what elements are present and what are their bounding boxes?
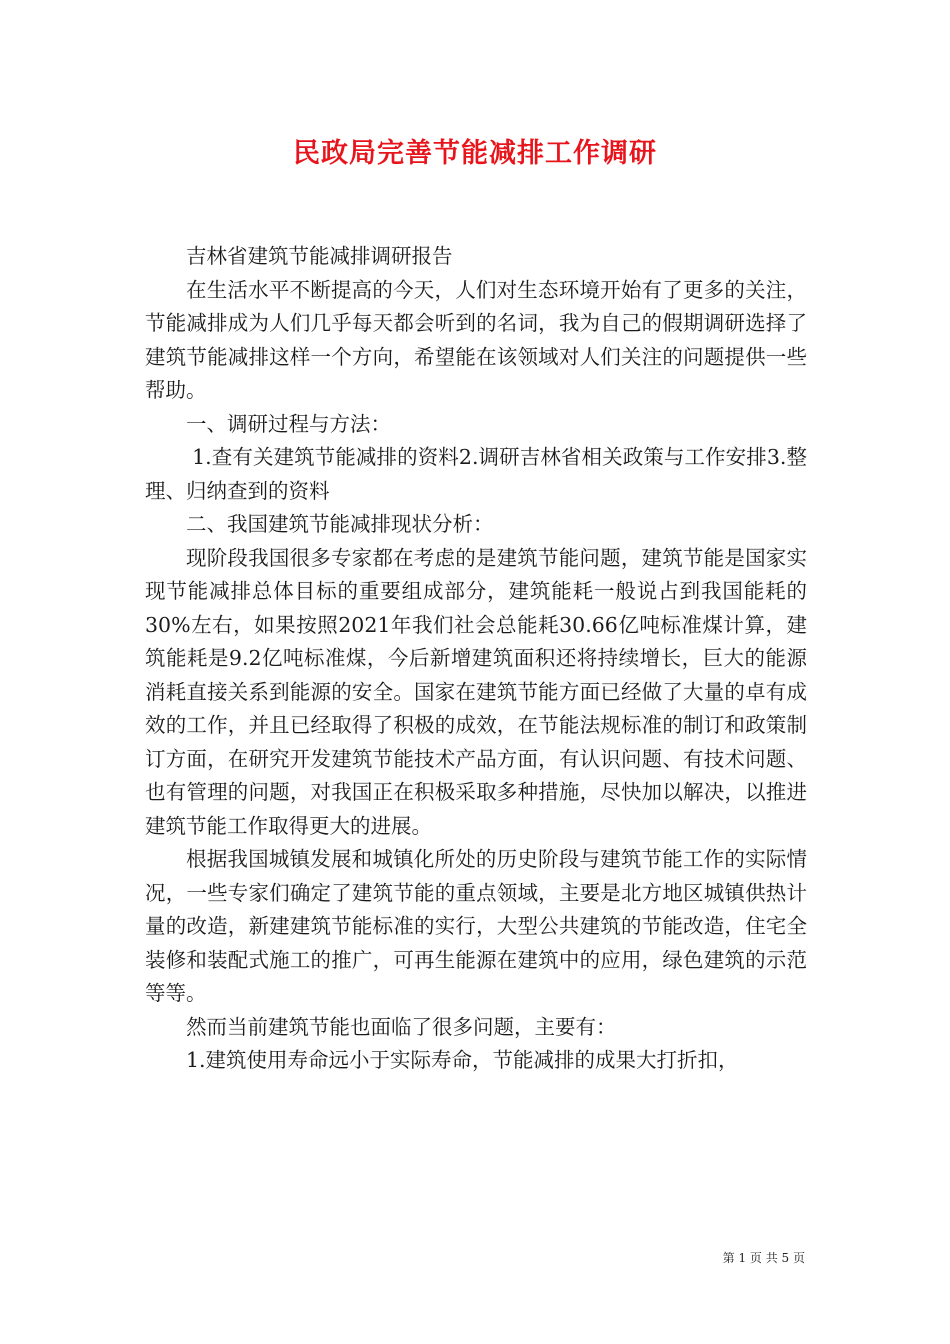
heading-section-1: 一、调研过程与方法：: [186, 411, 391, 436]
page-number: 第 1 页 共 5 页: [722, 1251, 805, 1265]
paragraph-key-areas: 根据我国城镇发展和城镇化所处的历史阶段与建筑节能工作的实际情况，一些专家们确定了建筑节能的重点领域，主要是北方地区城镇供热计量的改造，新建建筑节能标准的实行，大型公共建筑的节能改造，住宅全装修和装配式施工的推广，可再生能源在建筑中的应用，绿色建筑的示范等等。: [145, 847, 807, 1005]
paragraph-status: 现阶段我国很多专家都在考虑的是建筑节能问题，建筑节能是国家实现节能减排总体目标的重要组成部分，建筑能耗一般说占到我国能耗的30%左右，如果按照2021年我们社会总能耗30.66亿吨标准煤计算，建筑能耗是9.2亿吨标准煤，今后新增建筑面积还将持续增长，巨大的能源消耗直接关系到能源的安全。国家在建筑节能方面已经做了大量的卓有成效的工作，并且已经取得了积极的成效，在节能法规标准的制订和政策制订方面，在研究开发建筑节能技术产品方面，有认识问题、有技术问题、也有管理的问题，对我国正在积极采取多种措施，尽快加以解决，以推进建筑节能工作取得更大的进展。: [145, 545, 807, 838]
heading-section-2: 二、我国建筑节能减排现状分析：: [186, 512, 494, 536]
document-body: [145, 240, 807, 1078]
paragraph-methods: 1.查有关建筑节能减排的资料2.调研吉林省相关政策与工作安排3.整理、归纳查到的资料: [145, 445, 807, 503]
paragraph-intro: 在生活水平不断提高的今天，人们对生态环境开始有了更多的关注，节能减排成为人们几乎每天都会听到的名词，我为自己的假期调研选择了建筑节能减排这样一个方向，希望能在该领域对人们关注的问题提供一些帮助。: [145, 277, 807, 402]
paragraph-report-title: 吉林省建筑节能减排调研报告: [186, 244, 453, 268]
paragraph-problems-intro: 然而当前建筑节能也面临了很多问题，主要有：: [186, 1014, 617, 1039]
paragraph-problem-1: 1.建筑使用寿命远小于实际寿命，节能减排的成果大打折扣，: [186, 1048, 739, 1072]
document-title: 民政局完善节能减排工作调研: [293, 138, 657, 169]
